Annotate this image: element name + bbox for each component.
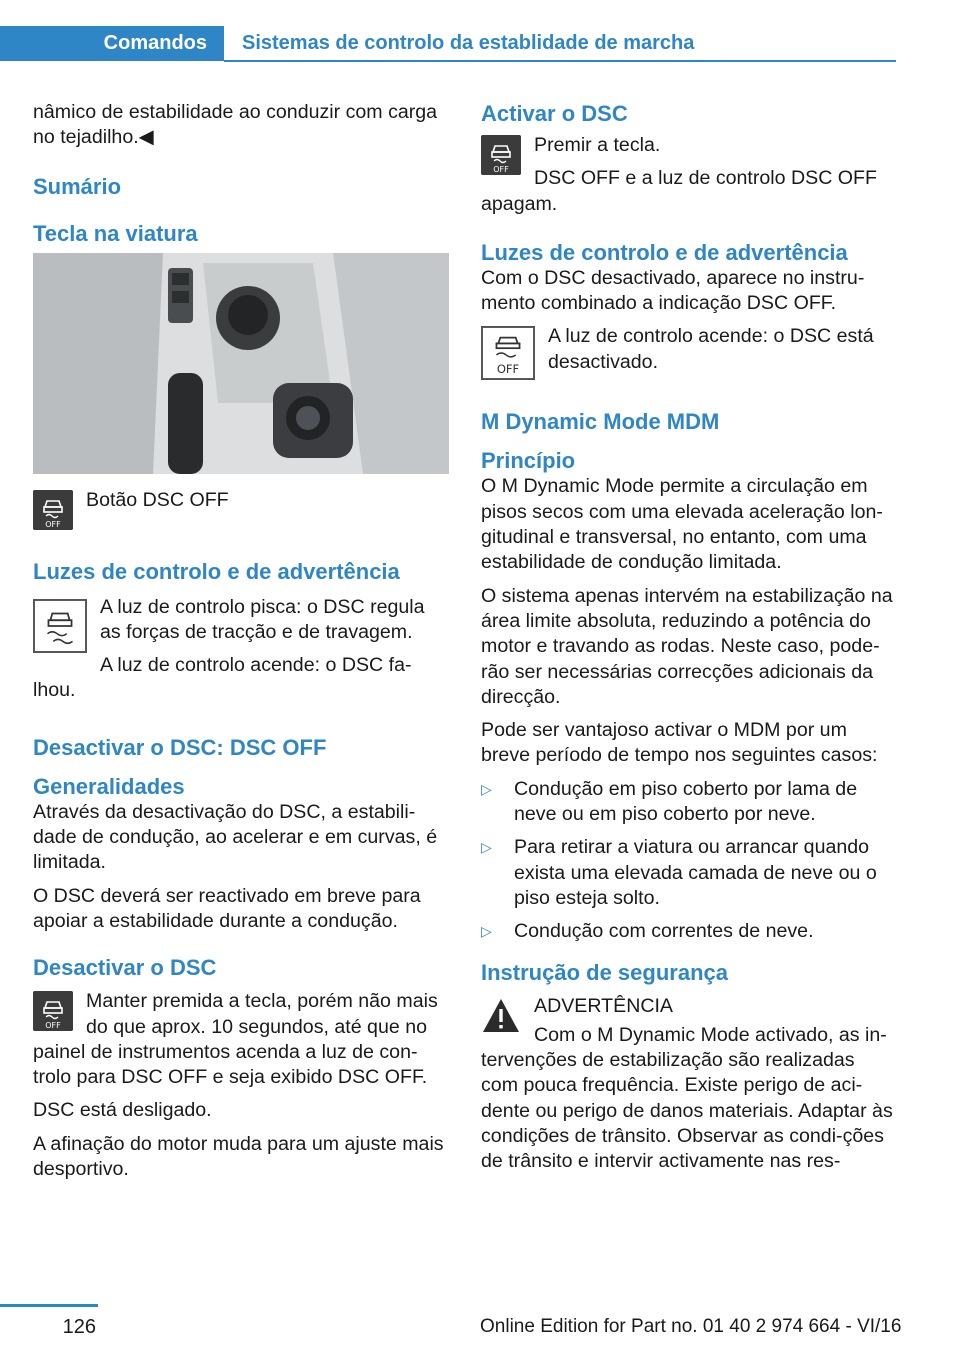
- warning-row: [481, 994, 895, 1175]
- intro-paragraph: nâmico de estabilidade ao conduzir com carga no tejadilho.◀: [33, 101, 438, 149]
- warning-triangle-icon: [481, 996, 521, 1036]
- dsc-off-button-icon: [33, 490, 73, 530]
- svg-text:OFF: OFF: [45, 1021, 61, 1031]
- luzes-right-p1: Com o DSC desactivado, aparece no instru-mento combinado a indicação DSC OFF.: [481, 266, 865, 315]
- list-item: ▷ Condução com correntes de neve.: [481, 919, 895, 944]
- heading-mdm: M Dynamic Mode MDM: [481, 409, 720, 435]
- dsc-off-light-row: [481, 324, 895, 386]
- desactivar-p2: DSC está desligado.: [33, 1099, 212, 1122]
- luz-acende-text: A luz de controlo acende: o DSC fa-lhou.: [33, 654, 412, 702]
- edition-note: Online Edition for Part no. 01 40 2 974 664 - VI/16: [480, 1316, 902, 1337]
- principio-p2: O sistema apenas intervém na estabilização na área limite absoluta, reduzindo a potência do motor e travando as rodas. Neste caso, pode-rão ser necessárias correcções adicionais da direcção.: [481, 584, 893, 708]
- section-tab: Comandos: [0, 26, 224, 61]
- warning-title: ADVERTÊNCIA: [534, 994, 674, 1017]
- console-photo: [33, 253, 449, 474]
- right-column: [481, 100, 895, 1183]
- warning-text: Com o M Dynamic Mode activado, as in-tervenções de estabilização são realizadas com pouca frequência. Existe perigo de aci-dente ou perigo de danos materiais. Adaptar às condições de trânsito. Observar as condi-ções de trânsito e intervir activamente nas res-: [481, 1023, 893, 1173]
- heading-generalidades: Generalidades: [33, 773, 185, 799]
- dsc-off-button-icon: [33, 991, 73, 1031]
- heading-desactivar-dsc-off: Desactivar o DSC: DSC OFF: [33, 734, 327, 760]
- heading-activar-dsc: Activar o DSC: [481, 101, 628, 126]
- generalidades-p1: Através da desactivação do DSC, a estabili-dade de condução, ao acelerar e em curvas, é limitada.: [33, 800, 438, 874]
- dsc-indicator-light-icon: [33, 599, 87, 653]
- dsc-off-indicator-light-icon: [481, 326, 535, 380]
- list-item: ▷ Condução em piso coberto por lama de neve ou em piso coberto por neve.: [481, 777, 858, 826]
- heading-tecla-na-viatura: Tecla na viatura: [33, 220, 198, 246]
- luzes-right-p2: A luz de controlo acende: o DSC está desactivado.: [548, 325, 874, 373]
- desactivar-p3: A afinação do motor muda para um ajuste mais desportivo.: [33, 1132, 444, 1181]
- heading-luzes-right: Luzes de controlo e de advertência: [481, 239, 848, 265]
- desactivar-p1: Manter premida a tecla, porém não mais do que aprox. 10 segundos, até que no painel de instrumentos acenda a luz de con-trolo para DSC OFF e seja exibido DSC OFF.: [33, 990, 438, 1089]
- triangle-bullet-icon: ▷: [481, 780, 492, 797]
- generalidades-p2: O DSC deverá ser reactivado em breve para apoiar a estabilidade durante a condução.: [33, 884, 421, 932]
- activar-p2: DSC OFF e a luz de controlo DSC OFF apagam.: [481, 167, 877, 215]
- dsc-off-button-icon: [481, 135, 521, 175]
- heading-sumario: Sumário: [33, 173, 122, 199]
- heading-principio: Princípio: [481, 448, 576, 474]
- heading-luzes: Luzes de controlo e de advertência: [33, 558, 400, 584]
- svg-text:OFF: OFF: [496, 362, 520, 377]
- activar-p1: Premir a tecla.: [534, 134, 661, 156]
- triangle-bullet-icon: ▷: [481, 839, 492, 856]
- svg-text:OFF: OFF: [45, 519, 61, 529]
- page-number: 126: [62, 1316, 96, 1338]
- header-rule: [224, 60, 896, 62]
- botao-dsc-off-row: [33, 488, 449, 536]
- principio-p1: O M Dynamic Mode permite a circulação em pisos secos com uma elevada aceleração lon-gitudinal e transversal, no entanto, com uma estabilidade de condução limitada.: [481, 475, 883, 574]
- botao-caption: Botão DSC OFF: [86, 488, 229, 511]
- activar-row: [481, 133, 895, 225]
- list-item: ▷ Para retirar a viatura ou arrancar quando exista uma elevada camada de neve ou o piso esteja solto.: [481, 836, 877, 909]
- page-header: [0, 26, 896, 61]
- svg-text:OFF: OFF: [493, 165, 509, 174]
- heading-desactivar-dsc: Desactivar o DSC: [33, 955, 217, 981]
- principio-p3: Pode ser vantajoso activar o MDM por um breve período de tempo nos seguintes casos:: [481, 719, 878, 767]
- footer-rule: [0, 1304, 98, 1307]
- luz-pisca-row: [33, 595, 449, 712]
- luz-pisca-text: A luz de controlo pisca: o DSC regula as forças de tracção e de travagem.: [100, 595, 425, 643]
- desactivar-row: [33, 989, 449, 1098]
- triangle-bullet-icon: ▷: [481, 923, 492, 940]
- mdm-use-cases: [481, 777, 895, 945]
- chapter-title: Sistemas de controlo da establidade de marcha: [242, 32, 695, 54]
- heading-seguranca: Instrução de segurança: [481, 959, 728, 985]
- left-column: [33, 100, 449, 1190]
